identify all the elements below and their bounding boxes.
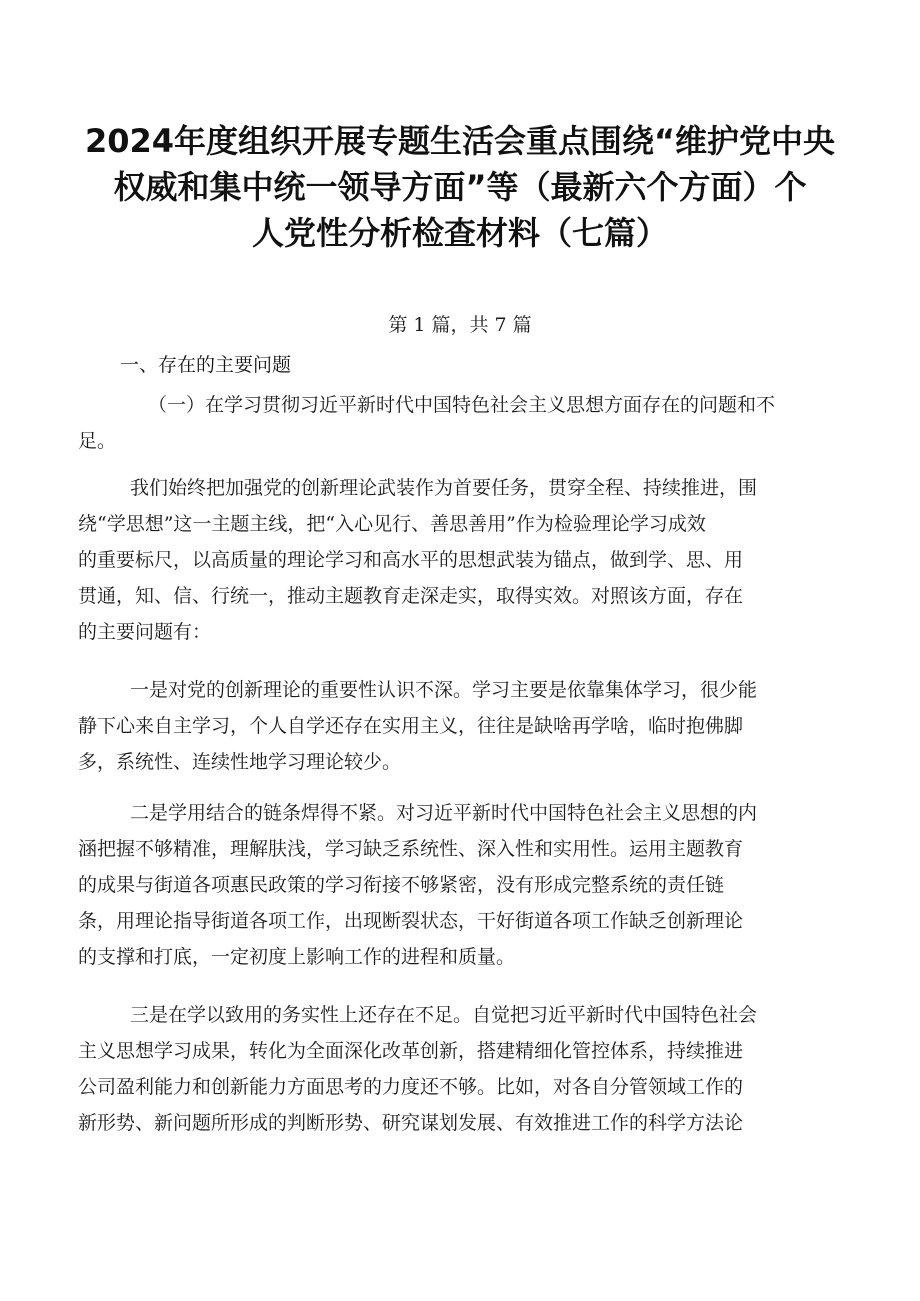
text-line: 的支撑和打底，一定初度上影响工作的进程和质量。 xyxy=(78,946,516,968)
body-paragraph xyxy=(78,672,848,780)
document-title xyxy=(70,118,850,256)
text-line: 绕“学思想”这一主题主线，把“入心见行、善思善用”作为检验理论学习成效 xyxy=(78,513,706,535)
text-line: 贯通，知、信、行统一，推动主题教育走深走实，取得实效。对照该方面，存在 xyxy=(78,585,744,607)
text-line: 静下心来自主学习，个人自学还存在实用主义，往往是缺啥再学啥，临时抱佛脚 xyxy=(78,715,744,737)
text-line: 我们始终把加强党的创新理论武装作为首要任务，贯穿全程、持续推进，围 xyxy=(130,477,758,499)
subsection-paragraph xyxy=(78,387,848,459)
text-line: 的重要标尺，以高质量的理论学习和高水平的思想武装为锚点，做到学、思、用 xyxy=(78,549,744,571)
text-line: 三是在学以致用的务实性上还存在不足。自觉把习近平新时代中国特色社会 xyxy=(130,1004,758,1026)
title-line: 权威和集中统一领导方面”等（最新六个方面）个 xyxy=(113,168,807,206)
text-line: 公司盈利能力和创新能力方面思考的力度还不够。比如，对各自分管领域工作的 xyxy=(78,1076,744,1098)
body-paragraph xyxy=(78,795,848,975)
body-paragraph xyxy=(78,997,848,1141)
title-line: 2024年度组织开展专题生活会重点围绕“维护党中央 xyxy=(84,122,836,160)
part-indicator: 第 1 篇，共 7 篇 xyxy=(388,314,532,336)
text-line: 的成果与街道各项惠民政策的学习衔接不够紧密，没有形成完整系统的责任链 xyxy=(78,874,725,896)
text-line: 条，用理论指导街道各项工作，出现断裂状态，干好街道各项工作缺乏创新理论 xyxy=(78,910,744,932)
text-line: 的主要问题有： xyxy=(78,621,212,643)
text-line: 涵把握不够精准，理解肤浅，学习缺乏系统性、深入性和实用性。运用主题教育 xyxy=(78,838,744,860)
text-line: 一是对党的创新理论的重要性认识不深。学习主要是依靠集体学习，很少能 xyxy=(130,679,758,701)
section-heading: 一、存在的主要问题 xyxy=(120,354,292,376)
text-line: 多，系统性、连续性地学习理论较少。 xyxy=(78,751,402,773)
title-line: 人党性分析检查材料（七篇） xyxy=(251,214,668,252)
text-line: 二是学用结合的链条焊得不紧。对习近平新时代中国特色社会主义思想的内 xyxy=(130,802,758,824)
text-line: 主义思想学习成果，转化为全面深化改革创新，搭建精细化管控体系，持续推进 xyxy=(78,1040,744,1062)
text-line: 新形势、新问题所形成的判断形势、研究谋划发展、有效推进工作的科学方法论 xyxy=(78,1112,744,1134)
body-paragraph xyxy=(78,470,848,650)
text-line: （一）在学习贯彻习近平新时代中国特色社会主义思想方面存在的问题和不 xyxy=(148,394,776,416)
text-line: 足。 xyxy=(78,430,117,452)
